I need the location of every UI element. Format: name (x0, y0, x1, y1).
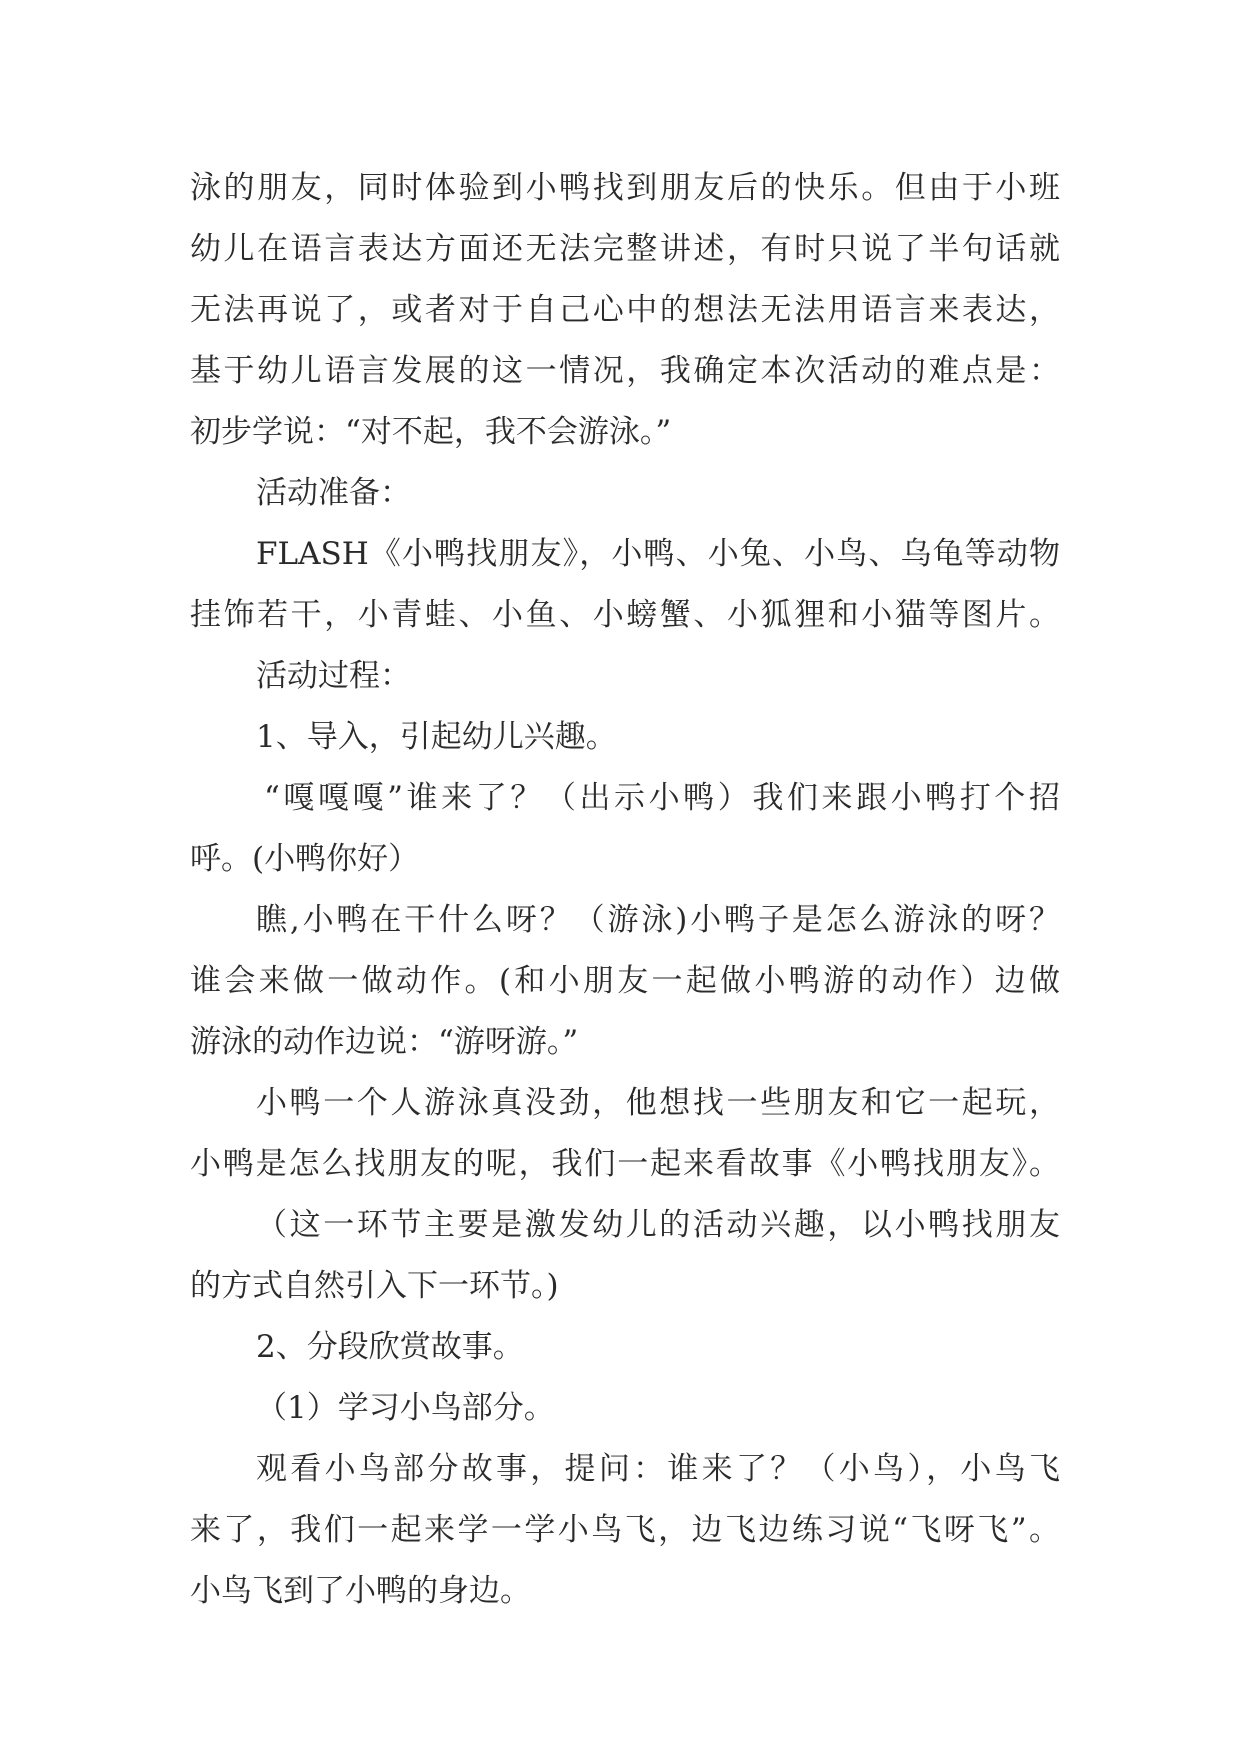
text-line: 小鸭一个人游泳真没劲，他想找一些朋友和它一起玩， (256, 1085, 1060, 1121)
text-line: 谁会来做一做动作。(和小朋友一起做小鸭游的动作）边做 (190, 963, 1060, 999)
sub-step-heading: （1）学习小鸟部分。 (256, 1390, 555, 1426)
text-line: 瞧,小鸭在干什么呀？（游泳)小鸭子是怎么游泳的呀？ (256, 902, 1060, 938)
text-line: 呼。(小鸭你好） (190, 841, 420, 877)
text-line: 观看小鸟部分故事，提问：谁来了？（小鸟），小鸟飞 (256, 1451, 1060, 1487)
step-heading: 2、分段欣赏故事。 (256, 1329, 524, 1365)
text-line: 泳的朋友，同时体验到小鸭找到朋友后的快乐。但由于小班 (190, 170, 1060, 206)
text-line: 的方式自然引入下一环节。) (190, 1268, 559, 1304)
step-heading: 1、导入，引起幼儿兴趣。 (256, 719, 617, 755)
text-line: 挂饰若干，小青蛙、小鱼、小螃蟹、小狐狸和小猫等图片。 (190, 597, 1060, 633)
text-line: 游泳的动作边说：“游呀游。” (190, 1024, 579, 1060)
text-line: “嘎嘎嘎”谁来了？（出示小鸭）我们来跟小鸭打个招 (264, 780, 1060, 816)
text-line: FLASH《小鸭找朋友》，小鸭、小兔、小鸟、乌龟等动物 (256, 536, 1060, 572)
text-line: 基于幼儿语言发展的这一情况，我确定本次活动的难点是： (190, 353, 1060, 389)
text-line: 幼儿在语言表达方面还无法完整讲述，有时只说了半句话就 (190, 231, 1060, 267)
section-heading: 活动过程： (256, 658, 411, 694)
text-line: 小鸟飞到了小鸭的身边。 (190, 1573, 531, 1609)
document-body (190, 158, 1060, 1622)
text-line: 小鸭是怎么找朋友的呢，我们一起来看故事《小鸭找朋友》。 (190, 1146, 1060, 1182)
text-line: （这一环节主要是激发幼儿的活动兴趣，以小鸭找朋友 (256, 1207, 1060, 1243)
text-line: 初步学说：“对不起，我不会游泳。” (190, 414, 672, 450)
section-heading: 活动准备： (256, 475, 411, 511)
text-line: 无法再说了，或者对于自己心中的想法无法用语言来表达， (190, 292, 1060, 328)
text-line: 来了，我们一起来学一学小鸟飞，边飞边练习说“飞呀飞”。 (190, 1512, 1060, 1548)
